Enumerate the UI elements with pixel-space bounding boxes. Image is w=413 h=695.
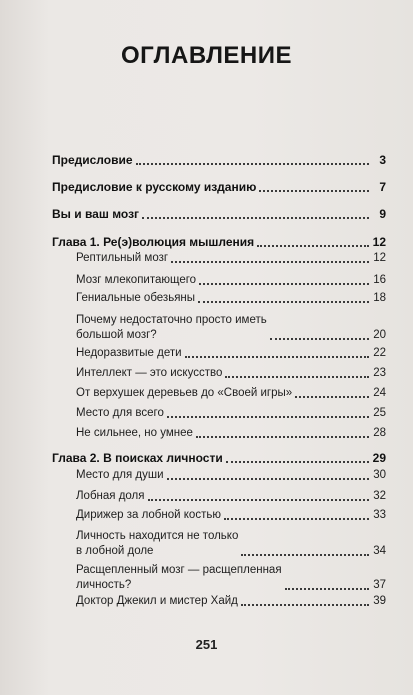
toc-entry-page: 33: [373, 509, 386, 521]
toc-entry-title: [76, 529, 238, 559]
toc-entry-title: [76, 563, 282, 593]
toc-entry-page: 39: [373, 595, 386, 607]
toc-entry-title-line: большой мозг?: [76, 329, 157, 341]
toc-entry-page: 16: [373, 274, 386, 286]
toc-entry-page: 29: [372, 451, 386, 465]
page-number: 251: [195, 637, 218, 652]
toc-entry-place-for-soul: [52, 468, 386, 483]
toc-entry-you-and-brain: [52, 207, 386, 222]
toc-entry-title: Рептильный мозг: [76, 252, 169, 264]
toc-entry-preface: [52, 153, 386, 168]
toc-entry-title: Предисловие к русскому изданию: [52, 180, 257, 194]
toc-entry-page: 32: [373, 490, 386, 502]
toc-entry-page: 34: [373, 545, 386, 557]
toc-entry-title: Недоразвитые дети: [76, 347, 182, 359]
dot-leader: [270, 337, 369, 340]
toc-entry-title-line: личность?: [76, 579, 132, 591]
page-title: ОГЛАВЛЕНИЕ: [120, 42, 293, 69]
toc-entry-reptile-brain: [52, 251, 386, 266]
dot-leader: [257, 244, 369, 247]
toc-entry-chapter-1: [52, 235, 386, 250]
toc-entry-title-line: в лобной доле: [76, 545, 154, 557]
toc-entry-big-brain: [52, 313, 386, 343]
toc-entry-mammal-brain: [52, 273, 386, 288]
toc-entry-title: Гениальные обезьяны: [76, 292, 196, 304]
dot-leader: [241, 553, 369, 556]
toc-entry-page: 12: [373, 252, 386, 264]
dot-leader: [196, 435, 369, 438]
toc-entry-chapter-2: [52, 451, 386, 466]
toc-entry-title: Дирижер за лобной костью: [76, 509, 221, 521]
dot-leader: [167, 415, 369, 418]
toc-entry-treetops: [52, 386, 386, 401]
toc-entry-conductor: [52, 508, 386, 523]
toc-entry-title-line: Расщепленный мозг — расщепленная: [76, 564, 282, 576]
toc-entry-page: 30: [373, 469, 386, 481]
toc-entry-title: Интеллект — это искусство: [76, 367, 223, 379]
dot-leader: [148, 498, 370, 501]
toc-entry-title: Мозг млекопитающего: [76, 274, 197, 286]
toc-entry-page: 18: [373, 292, 386, 304]
toc-entry-page: 7: [379, 180, 386, 194]
dot-leader: [285, 587, 369, 590]
toc-entry-title: Глава 1. Ре(э)волюция мышления: [52, 235, 255, 249]
toc-entry-title: Глава 2. В поисках личности: [52, 451, 223, 465]
dot-leader: [226, 460, 369, 463]
toc-entry-page: 20: [373, 329, 386, 341]
toc-entry-page: 28: [373, 427, 386, 439]
dot-leader: [199, 282, 369, 285]
toc-entry-page: 3: [379, 153, 386, 167]
dot-leader: [198, 300, 369, 303]
toc-entry-intellect-art: [52, 366, 386, 381]
toc-entry-underdeveloped-children: [52, 346, 386, 361]
toc-entry-page: 24: [373, 387, 386, 399]
toc-entry-title: Лобная доля: [76, 490, 145, 502]
toc-entry-title: [76, 313, 267, 343]
toc-entry-preface-russian: [52, 180, 386, 195]
toc-entry-page: 37: [373, 579, 386, 591]
toc-entry-title: Не сильнее, но умнее: [76, 427, 193, 439]
toc-entry-title: Вы и ваш мозг: [52, 207, 140, 221]
toc-entry-title: Место для всего: [76, 407, 164, 419]
table-of-contents: [52, 0, 386, 695]
toc-entry-title: Предисловие: [52, 153, 133, 167]
dot-leader: [225, 375, 369, 378]
toc-entry-not-stronger: [52, 426, 386, 441]
dot-leader: [185, 355, 369, 358]
toc-entry-frontal-lobe: [52, 489, 386, 504]
toc-entry-title: Место для души: [76, 469, 164, 481]
toc-entry-title: Доктор Джекил и мистер Хайд: [76, 595, 238, 607]
toc-entry-split-brain: [52, 563, 386, 593]
toc-entry-page: 22: [373, 347, 386, 359]
dot-leader: [167, 477, 369, 480]
toc-entry-place-for-everything: [52, 406, 386, 421]
dot-leader: [259, 189, 369, 192]
toc-entry-page: 23: [373, 367, 386, 379]
toc-entry-jekyll-hyde: [52, 594, 386, 609]
toc-entry-personality-location: [52, 529, 386, 559]
toc-entry-title: От верхушек деревьев до «Своей игры»: [76, 387, 293, 399]
dot-leader: [136, 162, 369, 165]
dot-leader: [295, 395, 369, 398]
toc-entry-title-line: Почему недостаточно просто иметь: [76, 314, 267, 326]
toc-entry-page: 9: [379, 207, 386, 221]
dot-leader: [224, 517, 369, 520]
toc-entry-page: 12: [372, 235, 386, 249]
dot-leader: [142, 216, 369, 219]
dot-leader: [171, 260, 369, 263]
toc-entry-genius-apes: [52, 291, 386, 306]
toc-entry-title-line: Личность находится не только: [76, 530, 239, 542]
toc-entry-page: 25: [373, 407, 386, 419]
dot-leader: [241, 603, 369, 606]
